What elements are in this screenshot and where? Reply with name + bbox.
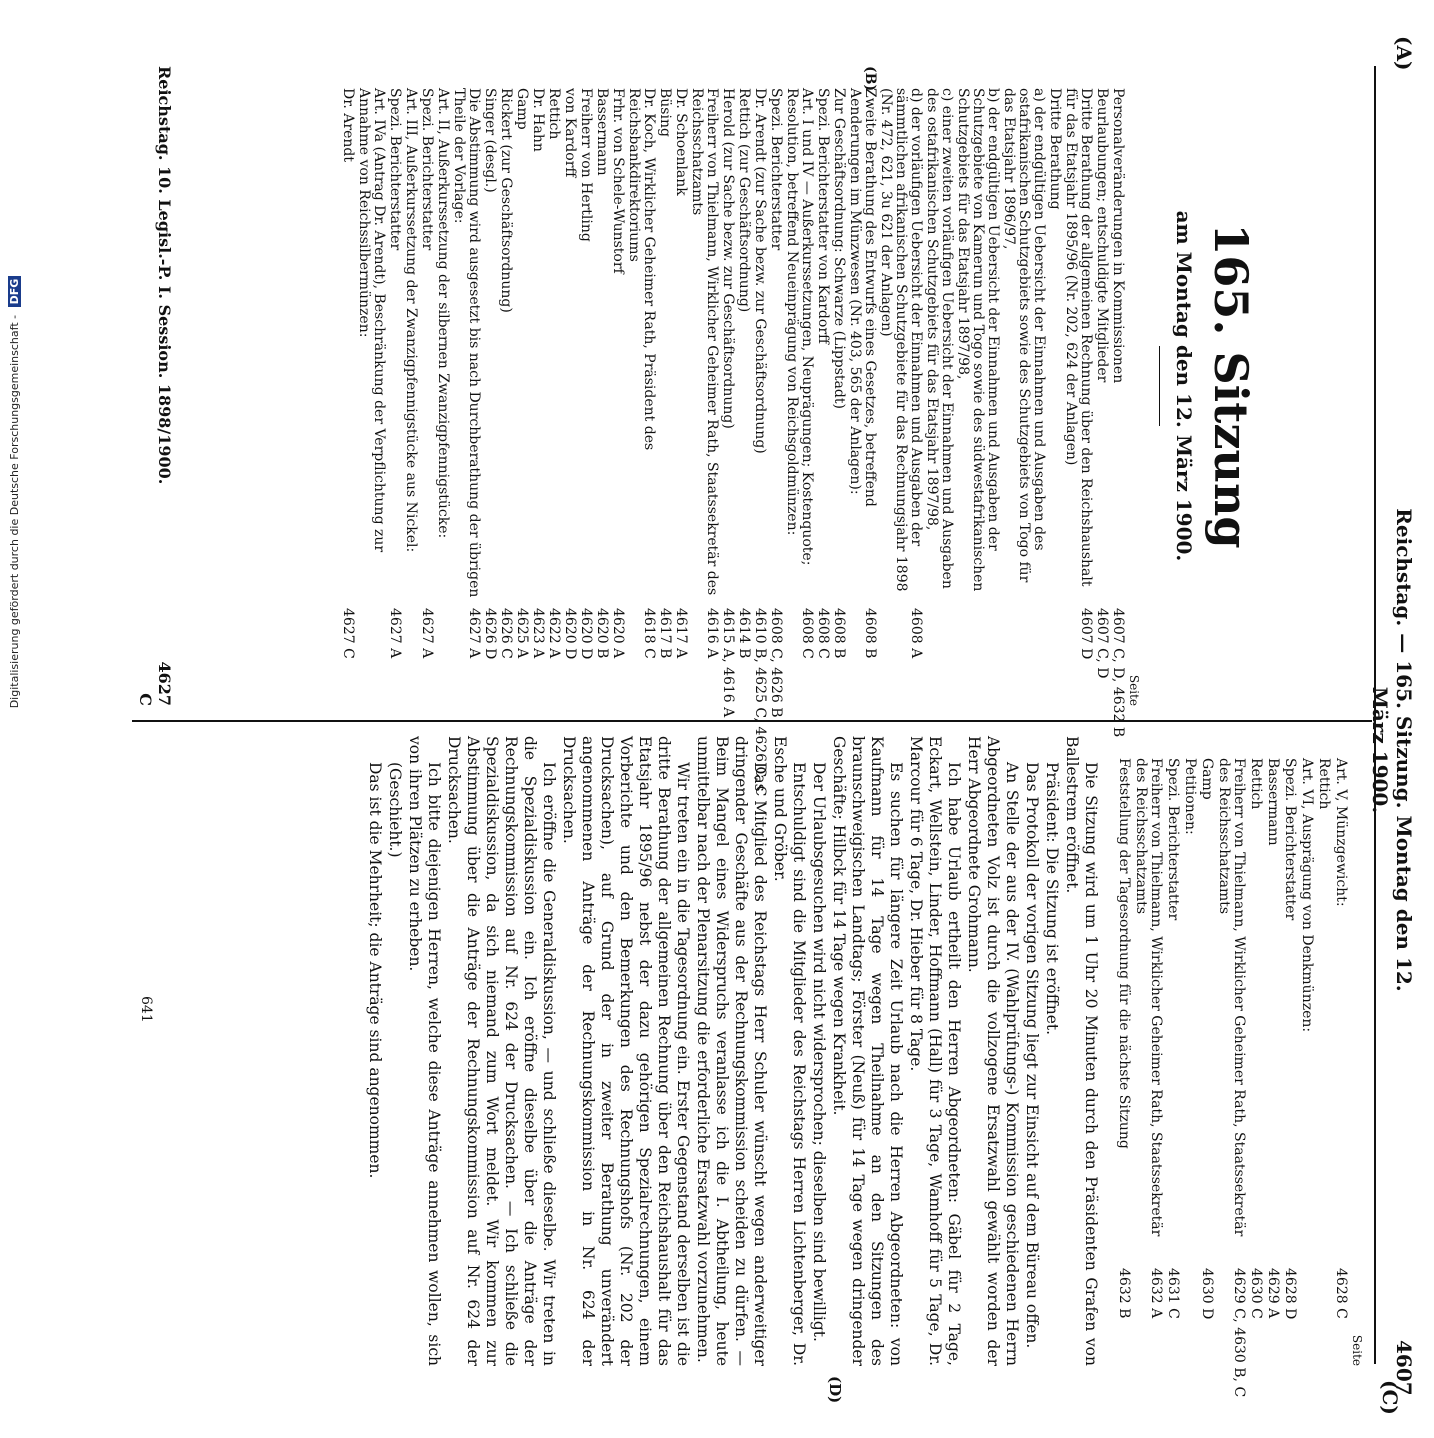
toc-margin-letter [626,66,656,88]
body-paragraph: Ich habe Urlaub ertheilt den Herren Abgeordneten: Gäbel für 2 Tage, Eckart, Wellstein, Linder, Hoffmann (Hall) für 3 Tage, Wamhoff für 5 Tage, Dr. Marcour für 6 Tage, Dr. Hieber für 8 Tage. [907,736,963,1366]
toc-entry [626,66,656,706]
toc-margin-letter [1182,736,1197,758]
margin-letter-d: (D) [826,1376,844,1404]
toc-margin-letter [1316,736,1331,758]
toc-page-ref: 4607 D [1078,608,1094,660]
toc-margin-letter [530,66,545,88]
toc-margin-letter [514,66,529,88]
toc-entry [356,66,386,706]
toc-page-ref [1182,1268,1197,1366]
toc-entry [451,66,481,706]
toc-entry-text: Rettich [546,88,562,140]
toc-entry [1199,736,1214,1366]
toc-entry-text: Frhr. von Schele-Wunstorf [610,88,626,274]
toc-page-ref: 4629 A [1265,1268,1281,1319]
toc-margin-letter [955,66,1000,88]
toc-entry-text: Feststellung der Tagesordnung für die nächste Sitzung [1116,758,1132,1149]
toc-page-ref: 4616 A [704,608,720,659]
toc-margin-letter [689,66,719,88]
toc-entry [1216,736,1247,1398]
toc-margin-letter [562,66,577,88]
toc-entry [530,66,545,706]
toc-margin-letter [1248,736,1263,758]
toc-entry [1116,736,1131,1366]
toc-entry [1299,736,1314,1366]
toc-entry-text: Freiherr von Hertling [578,88,594,242]
toc-entry [1316,736,1331,1366]
toc-page-ref: 4608 C [799,608,815,659]
toc-page-ref [1316,1268,1331,1366]
toc-entry [689,66,719,706]
toc-margin-letter [610,66,625,88]
toc-entry-text: Zur Geschäftsordnung: Schwarze (Lippstadt) [831,88,847,409]
toc-margin-letter [578,66,593,88]
toc-page-ref: 4620 A [610,608,626,659]
toc-entry-text: Freiherr von Thielmann, Wirklicher Geheimer Rath, Staatssekretär des Reichsschatzamts [689,88,720,596]
toc-entry [562,66,577,706]
toc-entry-text: Rettich (zur Geschäftsordnung) [736,88,752,313]
session-title: 165. Sitzung [1204,223,1258,549]
toc-entry [720,66,736,718]
toc-margin-letter [924,66,954,88]
page [124,0,1434,1438]
body-paragraph: Präsident: Die Sitzung ist eröffnet. [1043,762,1061,1036]
toc-entry-text: Art. I und IV — Außerkurssetzungen, Neuprägungen; Kostenquote; Resolution, betreffend Neueinprägung von Reichsgoldmünzen: [784,88,815,566]
toc-entry-text: von Kardorff [562,88,578,178]
toc-entry-text: Spezi. Berichterstatter [387,88,403,251]
toc-entry [1047,66,1062,706]
toc-entry-text: Bassermann [1265,758,1281,846]
toc-margin-letter [1110,66,1125,88]
toc-page-ref: 4630 D [1199,1268,1215,1320]
toc-entry [1248,736,1263,1366]
toc-page-ref: 4615 A, 4616 A [720,608,736,718]
toc-margin-letter [1333,736,1348,758]
toc-entry [955,66,1000,706]
toc-entry-text: Rettich [1316,758,1332,810]
toc-page-ref [356,608,386,706]
body-paragraph: (Geschieht.) [386,762,404,858]
running-head: Reichstag. — 165. Sitzung. Montag den 12. März 1900. [1368,508,1416,992]
toc-page-ref: 4617 A [673,608,689,659]
session-date: am Montag den 12. März 1900. [1172,210,1196,562]
toc-page-ref [924,608,954,706]
toc-page-ref: 4627 A [466,608,482,659]
toc-entry [847,66,877,706]
toc-entry [1110,66,1126,738]
toc-entry-text: Personalveränderungen in Kommissionen [1110,88,1126,384]
toc-page-ref: 4630 C [1248,1268,1264,1319]
toc-margin-letter [1216,736,1246,758]
toc-page-ref: 4628 D [1282,1268,1298,1320]
toc-margin-letter [831,66,846,88]
margin-letter-a: (A) [1392,36,1416,71]
dfg-logo-icon: DFG [8,276,21,308]
toc-margin-letter [419,66,434,88]
toc-entry [736,66,751,706]
toc-entry [610,66,625,706]
toc-margin-letter [736,66,751,88]
footer-line [136,66,174,706]
toc-page-ref: 4625 A [514,608,530,659]
body-paragraph: Es suchen für längere Zeit Urlaub nach die Herren Abgeordneten: von Kaufmann für 14 Tage wegen Theilnahme an den Sitzungen des braunschweigischen Landtags; Förster (Neuß) für 14 Tage wegen dringender Geschäfte; Hilbck für 14 Tage wegen Krankheit. [830,736,905,1366]
toc-margin-letter [435,66,450,88]
toc-page-ref: 4617 B [657,608,673,659]
digitization-credit [8,12,28,972]
toc-margin-letter [1265,736,1280,758]
toc-margin-letter [1299,736,1314,758]
toc-page-ref: 4607 C, D [1094,608,1110,679]
toc-entry [815,66,830,706]
toc-page-ref: 4632 B [1116,1268,1132,1319]
toc-entry [546,66,561,706]
toc-margin-letter [498,66,513,88]
toc-entry-text: Gamp [514,88,530,130]
footer-legislature: Reichstag. 10. Legisl.-P. I. Session. 1898/1900. [155,66,174,485]
toc-margin-letter [1116,736,1131,758]
toc-page-ref: 4631 C [1165,1268,1181,1319]
toc-margin-letter [482,66,497,88]
toc-margin-letter [768,66,783,88]
toc-entry-text: Dritte Berathung der allgemeinen Rechnung über den Reichshaushalt für das Etatsjahr 1895/96 (Nr. 202, 624 der Anlagen) [1063,88,1094,587]
toc-entry [784,66,814,706]
toc-entry-text: Spezi. Berichterstatter von Kardorff [815,88,831,344]
seite-label-right: Seite [1350,1334,1364,1366]
toc-page-ref: 4620 D [578,608,594,660]
toc-page-ref: 4608 C, 4626 B [768,608,784,718]
toc-margin-letter [784,66,814,88]
toc-entry [387,66,402,706]
toc-margin-letter [657,66,672,88]
toc-page-ref: 4610 B, 4625 C, 4626 C, C [752,608,768,797]
toc-entry [435,66,450,706]
toc-page-ref: 4620 B [594,608,610,659]
toc-page-ref [403,608,418,706]
toc-entry-text: Beurlaubungen; entschuldigte Mitglieder [1094,88,1110,383]
toc-page-ref [435,608,450,706]
toc-entry-text: Dr. Arendt (zur Sache bezw. zur Geschäftsordnung) [752,88,768,454]
toc-entry [1094,66,1109,706]
toc-margin-letter [451,66,481,88]
toc-margin-letter [752,66,767,88]
toc-entry-text: Die Abstimmung wird ausgesetzt bis nach Durchberathung der übrigen Theile der Vorlage: [451,88,482,598]
toc-page-ref: 4607 C, D, 4632 B [1110,608,1126,738]
toc-entry [1133,736,1163,1366]
toc-page-ref: 4620 D [562,608,578,660]
toc-entry-text: Dr. Koch, Wirklicher Geheimer Rath, Präsident des Reichsbankdirektoriums [626,88,657,451]
toc-page-ref: 4627 A [387,608,403,659]
toc-page-ref [1001,608,1046,706]
table-of-contents-continued [1116,736,1349,1398]
toc-entry-text: Art. III, Außerkurssetzung der Zwanzigpfennigstücke aus Nickel: [403,88,419,553]
right-column [138,736,1364,1404]
toc-margin-letter [1133,736,1163,758]
toc-page-ref: 4632 A [1148,1268,1164,1319]
toc-page-ref: 4622 A [546,608,562,659]
toc-margin-letter [815,66,830,88]
toc-entry [924,66,954,706]
toc-page-ref: 4626 D [482,608,498,660]
body-paragraph: An Stelle der aus der IV. (Wahlprüfungs-) Kommission geschiedenen Herrn Abgeordneten Volz ist durch die vollzogene Ersatzwahl gewählt worden der Herr Abgeordnete Grohmann. [965,736,1021,1366]
toc-entry [482,66,497,706]
toc-entry-text: Dritte Berathung [1047,88,1063,210]
toc-entry [594,66,609,706]
toc-entry-text: Dr. Hahn [530,88,546,152]
toc-margin-letter [387,66,402,88]
title-rule [1159,346,1160,426]
toc-page-ref [1299,1268,1314,1366]
toc-entry [1063,66,1093,706]
toc-entry [831,66,846,706]
toc-margin-letter: (B) [862,66,878,92]
toc-entry [403,66,418,706]
credit-text: Digitalisierung gefördert durch die Deutsche Forschungsgemeinschaft - [8,314,21,709]
toc-entry [768,66,784,718]
toc-margin-letter [1199,736,1214,758]
toc-margin-letter [1047,66,1062,88]
body-paragraph: Wir treten ein in die Tagesordnung ein. Erster Gegenstand derselben ist die dritte Berathung der allgemeinen Rechnung über den Reichshaushalt für das Etatsjahr 1895/96 nebst der dazu gehörigen Spezialrechnungen, einem Vorberichte und den Bemerkungen des Rechnungshofs (Nr. 202 der Drucksachen), auf Grund der in zweiter Berathung unverändert angenommenen Anträge der Rechnungskommission in Nr. 624 der Drucksachen. [560,736,692,1366]
toc-entry-text: Zweite Berathung des Entwurfs eines Gesetzes, betreffend Aenderungen im Münzwesen (Nr. 403, 565 der Anlagen): [847,88,878,507]
toc-margin-letter [594,66,609,88]
toc-entry [657,66,672,706]
toc-page-ref: 4608 C [815,608,831,659]
toc-page-ref: 4623 A [530,608,546,659]
proceedings-text [365,736,1100,1366]
toc-entry-text: Freiherr von Thielmann, Wirklicher Geheimer Rath, Staatssekretär des Reichsschatzamts [1216,758,1247,1237]
toc-page-ref [955,608,1000,706]
toc-margin-letter [340,66,355,88]
toc-margin-letter [1165,736,1180,758]
toc-entry-text: Singer (desgl.) [482,88,498,193]
toc-margin-letter [356,66,386,88]
toc-entry-text: Freiherr von Thielmann, Wirklicher Geheimer Rath, Staatssekretär des Reichsschatzamts [1133,758,1164,1237]
body-paragraph: Der Urlaubsgesuchen wird nicht widersprochen; dieselben sind bewilligt. [810,762,828,1342]
toc-entry [673,66,688,706]
toc-entry [1165,736,1180,1366]
toc-margin-letter [878,66,923,88]
toc-page-ref: 4627 A [419,608,435,659]
toc-page-ref: 4627 C [340,608,356,659]
toc-entry-text: Rettich [1248,758,1264,810]
toc-page-ref: 4614 B [736,608,752,659]
toc-page-ref: 4628 C [1333,1268,1349,1319]
toc-margin-letter [1094,66,1109,88]
toc-page-ref: 4608 B [862,608,878,659]
body-paragraph: Das Mitglied des Reichstags Herr Schuler wünscht wegen anderweitiger dringender Geschäfte aus der Rechnungskommission scheiden zu dürfen. — Beim Mangel eines Widerspruchs veranlasse ich die I. Abtheilung, heute unmittelbar nach der Plenarsitzung die erforderliche Ersatzwahl vorzunehmen. [694,736,769,1366]
toc-margin-letter [720,66,735,88]
toc-entry [1333,736,1348,1366]
toc-margin-letter [1282,736,1297,758]
footer-page-ref: 4627 C [136,661,174,706]
toc-entry-text: Herold (zur Sache bezw. zur Geschäftsordnung) [720,88,736,429]
toc-page-ref: 4608 A [908,608,924,659]
toc-entry-text: Büsing [657,88,673,137]
toc-entry [340,66,355,706]
margin-letter-c: (C) [1378,1380,1402,1415]
toc-entry-text: b) der endgültigen Uebersicht der Einnahmen und Ausgaben der Schutzgebiete von Kamerun und Togo sowie des südwestafrikanischen Schutzgebiets für das Etatsjahr 1897/98, [955,88,1001,592]
toc-entry-text: Petitionen: [1182,758,1198,835]
toc-entry-text: c) einer zweiten vorläufigen Uebersicht der Einnahmen und Ausgaben des ostafrikanischen Schutzgebiets für das Etatsjahr 1897/98, [924,88,955,589]
toc-entry [1001,66,1046,706]
toc-margin-letter [673,66,688,88]
toc-entry [514,66,529,706]
toc-entry-text: Spezi. Berichterstatter [768,88,784,251]
toc-entry [878,66,923,706]
toc-entry-text: Dr. Schoenlank [673,88,689,196]
toc-entry-text: Art. IVa (Antrag Dr. Arendt), Beschränkung der Verpflichtung zur Annahme von Reichssilbermünzen: [356,88,387,553]
signature-mark: 641 [138,996,154,1023]
toc-entry-text: Gamp [1199,758,1215,800]
body-paragraph: Ich bitte diejenigen Herren, welche diese Anträge annehmen wollen, sich von ihren Plätzen zu erheben. [406,736,443,1366]
toc-entry-text: Art. V, Münzgewicht: [1333,758,1349,907]
toc-entry [498,66,513,706]
toc-entry [752,66,768,797]
toc-entry-text: Art. II, Außerkurssetzung der silbernen Zwanzigpfennigstücke: [435,88,451,539]
toc-margin-letter [1063,66,1093,88]
toc-entry-text: Spezi. Berichterstatter [1165,758,1181,921]
toc-margin-letter [403,66,418,88]
body-paragraph: Ich eröffne die Generaldiskussion, — und schließe dieselbe. Wir treten in die Spezialdiskussion ein. Ich eröffne dieselbe über die Anträge der Rechnungskommission auf Nr. 624 der Drucksachen. — Ich schließe die Spezialdiskussion, da sich niemand zum Wort meldet. Wir kommen zur Abstimmung über die Anträge der Rechnungskommission auf Nr. 624 der Drucksachen. [445,736,558,1366]
table-of-contents [340,66,1126,797]
toc-page-ref: 4618 C [641,608,657,659]
toc-entry-text: Bassermann [594,88,610,176]
page-number: 4607 [1392,1340,1416,1396]
toc-page-ref: 4626 C [498,608,514,659]
body-paragraph: Entschuldigt sind die Mitglieder des Reichstags Herren Lichtenberger, Dr. Esche und Gröber. [771,736,808,1366]
toc-entry-text: Spezi. Berichterstatter [419,88,435,251]
toc-margin-letter [546,66,561,88]
toc-page-ref [1047,608,1062,706]
toc-entry-text: Dr. Arendt [340,88,356,162]
toc-entry-text: a) der endgültigen Uebersicht der Einnahmen und Ausgaben des ostafrikanischen Schutzgebiets sowie des Schutzgebiets von Togo für das Etatsjahr 1896/97, [1001,88,1047,583]
toc-entry [1265,736,1280,1366]
toc-page-ref: 4608 B [831,608,847,659]
toc-entry [578,66,593,706]
toc-entry-text: Art. VI, Ausprägung von Denkmünzen: [1299,758,1315,1033]
toc-entry-text: Rickert (zur Geschäftsordnung) [498,88,514,313]
body-paragraph: Die Sitzung wird um 1 Uhr 20 Minuten durch den Präsidenten Grafen von Ballestrem eröffnet. [1063,736,1100,1366]
toc-entry [1182,736,1197,1366]
toc-entry [1282,736,1297,1366]
body-paragraph: Das Protokoll der vorigen Sitzung liegt zur Einsicht auf dem Büreau offen. [1023,762,1041,1349]
body-paragraph: Das ist die Mehrheit; die Anträge sind angenommen. [366,762,384,1179]
toc-margin-letter [1001,66,1046,88]
header-rule [1374,66,1376,1364]
toc-entry-text: d) der vorläufigen Uebersicht der Einnahmen und Ausgaben der sämmtlichen afrikanischen Schutzgebiete für das Rechnungsjahr 1898 (Nr. 472, 621, 3u 621 der Anlagen) [878,88,924,592]
toc-entry-text: Spezi. Berichterstatter [1282,758,1298,921]
toc-entry [419,66,434,706]
toc-page-ref: 4629 C, 4630 B, C [1231,1268,1247,1398]
seite-label: Seite [1127,674,1141,706]
